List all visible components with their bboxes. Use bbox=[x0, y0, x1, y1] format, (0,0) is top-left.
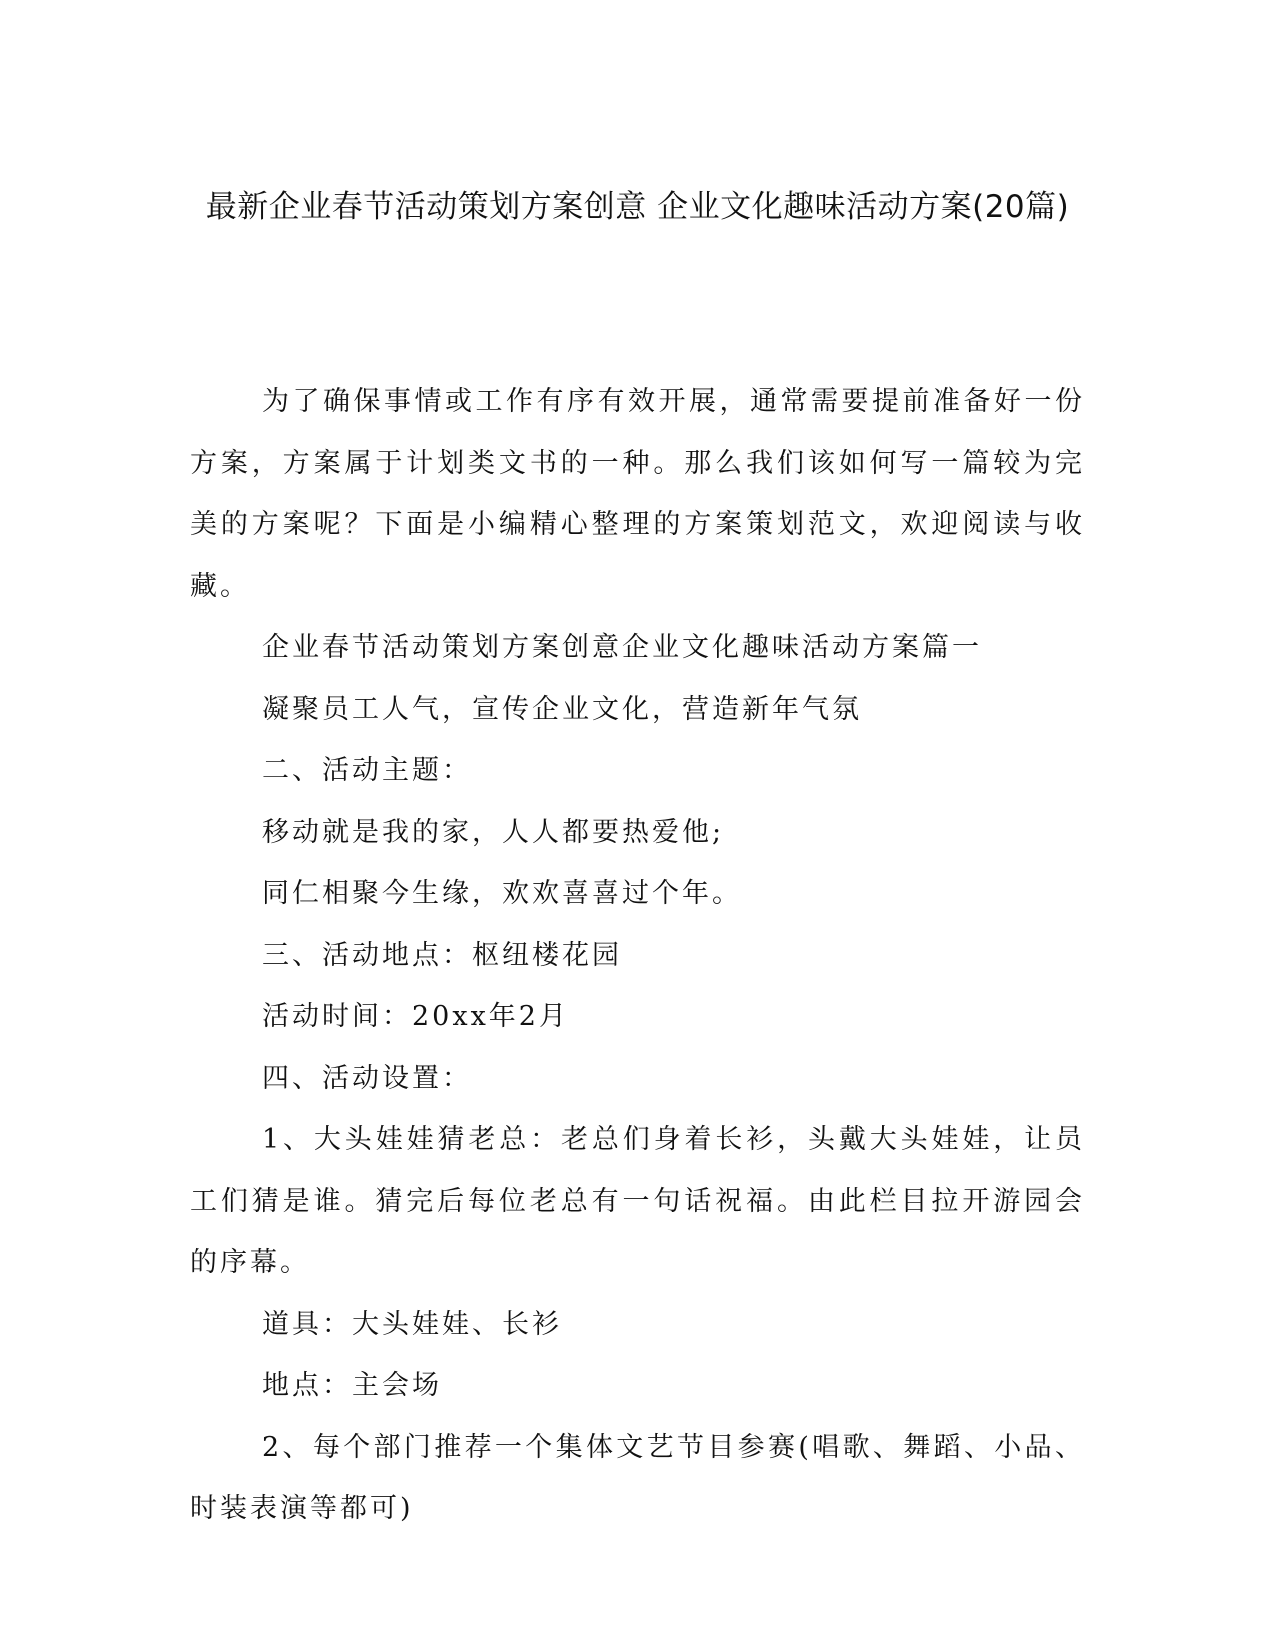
paragraph-purpose: 凝聚员工人气，宣传企业文化，营造新年气氛 bbox=[262, 693, 862, 725]
paragraph-time: 活动时间：20xx年2月 bbox=[262, 1001, 569, 1032]
paragraph-item-2: 2、每个部门推荐一个集体文艺节目参赛(唱歌、舞蹈、小品、时装表演等都可) bbox=[190, 1431, 1085, 1524]
paragraph-theme-line-1: 移动就是我的家，人人都要热爱他; bbox=[262, 816, 725, 848]
paragraph-location: 三、活动地点：枢纽楼花园 bbox=[262, 939, 622, 971]
paragraph-venue: 地点：主会场 bbox=[262, 1370, 442, 1401]
paragraph-props: 道具：大头娃娃、长衫 bbox=[262, 1308, 562, 1340]
paragraph-intro: 为了确保事情或工作有序有效开展，通常需要提前准备好一份方案，方案属于计划类文书的一种。那么我们该如何写一篇较为完美的方案呢？下面是小编精心整理的方案策划范文，欢迎阅读与收藏。 bbox=[190, 386, 1085, 602]
document-title: 最新企业春节活动策划方案创意 企业文化趣味活动方案(20篇) bbox=[205, 189, 1070, 225]
paragraph-section-heading: 企业春节活动策划方案创意企业文化趣味活动方案篇一 bbox=[262, 632, 982, 663]
paragraph-settings-heading: 四、活动设置： bbox=[262, 1062, 472, 1094]
document-body bbox=[190, 371, 1085, 1540]
paragraph-theme-line-2: 同仁相聚今生缘，欢欢喜喜过个年。 bbox=[262, 878, 742, 909]
paragraph-theme-heading: 二、活动主题： bbox=[262, 755, 472, 786]
paragraph-item-1: 1、大头娃娃猜老总：老总们身着长衫，头戴大头娃娃，让员工们猜是谁。猜完后每位老总有一句话祝福。由此栏目拉开游园会的序幕。 bbox=[190, 1124, 1085, 1278]
